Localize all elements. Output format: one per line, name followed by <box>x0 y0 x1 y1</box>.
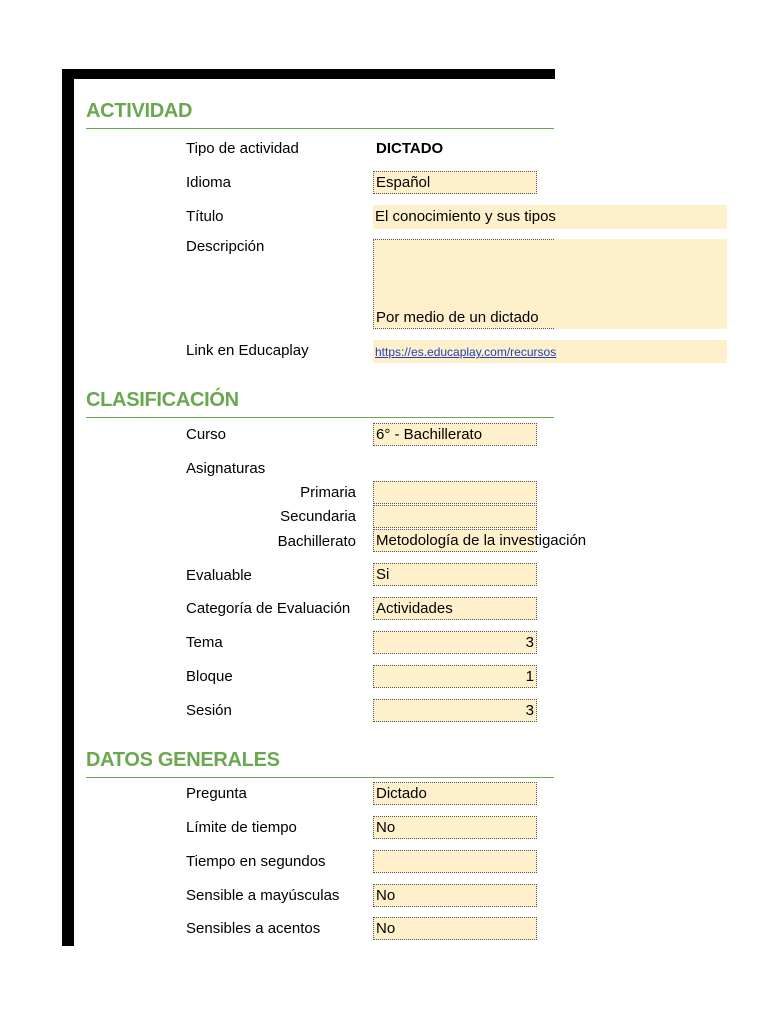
label-bloque: Bloque <box>186 668 233 685</box>
page-border-left <box>62 69 74 946</box>
field-bloque[interactable]: 1 <box>373 665 537 688</box>
label-secundaria: Secundaria <box>280 508 356 525</box>
section-title-clasificacion: CLASIFICACIÓN <box>86 389 239 411</box>
field-sensible-mayusculas[interactable]: No <box>373 884 537 907</box>
label-sensible-acentos: Sensibles a acentos <box>186 920 321 937</box>
page-border-top <box>62 69 555 79</box>
field-categoria[interactable]: Actividades <box>373 597 537 620</box>
field-pregunta[interactable]: Dictado <box>373 782 537 805</box>
label-tiempo-segundos: Tiempo en segundos <box>186 853 326 870</box>
label-descripcion: Descripción <box>186 238 265 255</box>
label-link: Link en Educaplay <box>186 342 309 359</box>
section-rule-actividad <box>86 128 554 129</box>
value-tipo-actividad: DICTADO <box>376 140 444 157</box>
field-bachillerato[interactable] <box>373 529 587 552</box>
field-tiempo-segundos[interactable] <box>373 850 537 873</box>
field-evaluable[interactable]: Si <box>373 563 537 586</box>
label-pregunta: Pregunta <box>186 785 247 802</box>
label-titulo: Título <box>186 208 224 225</box>
field-bachillerato-text: Metodología de la investigación <box>376 532 587 549</box>
field-idioma[interactable]: Español <box>373 171 537 194</box>
field-curso[interactable]: 6° - Bachillerato <box>373 423 537 446</box>
field-limite-tiempo[interactable]: No <box>373 816 537 839</box>
field-sesion[interactable]: 3 <box>373 699 537 722</box>
label-limite-tiempo: Límite de tiempo <box>186 819 297 836</box>
section-title-actividad: ACTIVIDAD <box>86 100 193 122</box>
field-tema[interactable]: 3 <box>373 631 537 654</box>
section-rule-clasificacion <box>86 417 554 418</box>
label-asignaturas: Asignaturas <box>186 460 266 477</box>
label-primaria: Primaria <box>300 484 356 501</box>
label-sesion: Sesión <box>186 702 232 719</box>
field-secundaria[interactable] <box>373 505 537 528</box>
section-title-datos-generales: DATOS GENERALES <box>86 749 280 771</box>
field-titulo[interactable]: El conocimiento y sus tipos <box>375 208 556 225</box>
label-tema: Tema <box>186 634 223 651</box>
field-sensible-acentos[interactable]: No <box>373 917 537 940</box>
label-evaluable: Evaluable <box>186 567 252 584</box>
label-idioma: Idioma <box>186 174 232 191</box>
label-categoria: Categoría de Evaluación <box>186 600 351 617</box>
field-primaria[interactable] <box>373 481 537 504</box>
field-link-wrap <box>375 341 555 363</box>
field-descripcion[interactable]: Por medio de un dictado <box>376 309 539 326</box>
label-bachillerato: Bachillerato <box>277 533 356 550</box>
label-tipo-actividad: Tipo de actividad <box>186 140 299 157</box>
educaplay-link[interactable]: https://es.educaplay.com/recursos <box>375 345 557 359</box>
label-curso: Curso <box>186 426 227 443</box>
label-sensible-mayusculas: Sensible a mayúsculas <box>186 887 340 904</box>
section-rule-datos-generales <box>86 777 554 778</box>
